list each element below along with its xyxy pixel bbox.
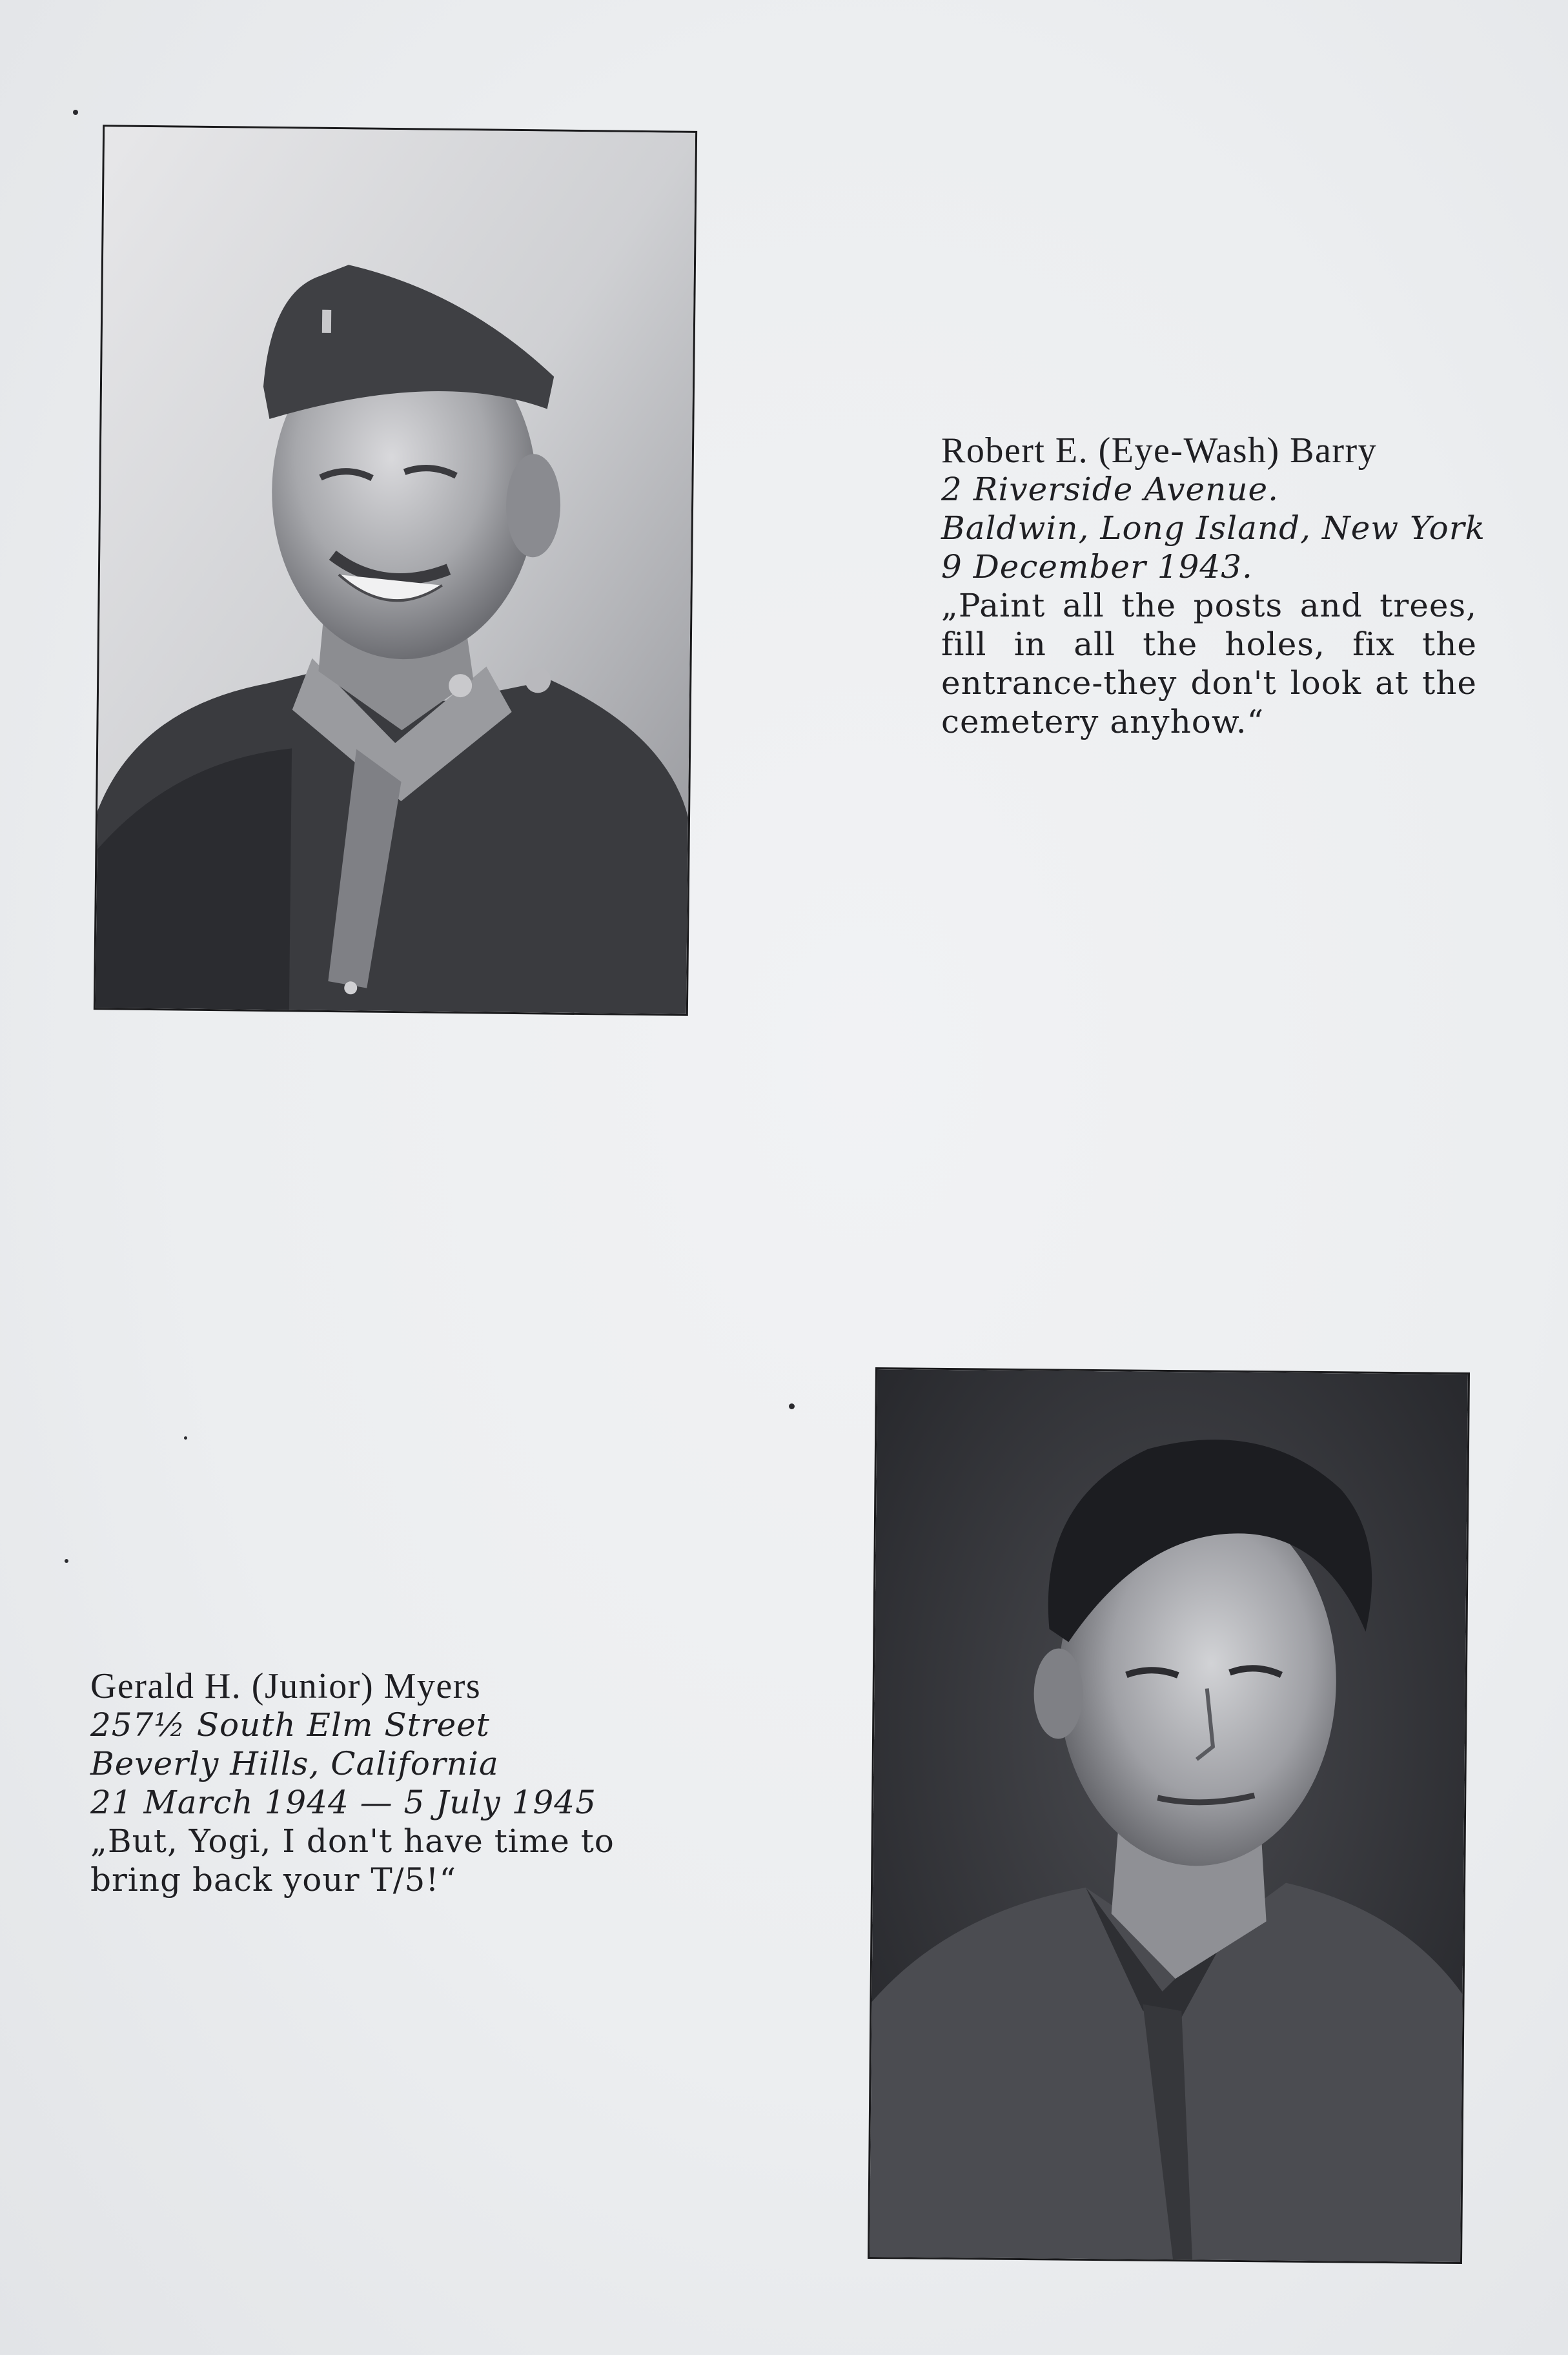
entry-address-line-2: Beverly Hills, California xyxy=(90,1745,499,1782)
caption-barry xyxy=(941,431,1485,741)
portrait-photo-barry xyxy=(94,125,697,1016)
portrait-myers-image xyxy=(870,1369,1468,2262)
entry-dates: 9 December 1943. xyxy=(941,548,1253,586)
entry-address-line-2: Baldwin, Long Island, New York xyxy=(941,509,1485,547)
portrait-barry-image xyxy=(96,127,695,1014)
entry-quote: „Paint all the posts and trees, fill in all the holes, fix the entrance-they don't look at the cemetery anyhow.“ xyxy=(941,587,1477,740)
print-speck xyxy=(789,1403,795,1409)
print-speck xyxy=(65,1559,68,1563)
print-speck xyxy=(184,1436,187,1440)
entry-quote: „But, Yogi, I don't have time to bring back your T/5!“ xyxy=(90,1822,615,1899)
entry-address-line-1: 257½ South Elm Street xyxy=(90,1706,490,1744)
print-speck xyxy=(73,110,78,115)
entry-name: Gerald H. (Junior) Myers xyxy=(90,1666,482,1706)
entry-dates: 21 March 1944 — 5 July 1945 xyxy=(90,1784,596,1821)
entry-name: Robert E. (Eye-Wash) Barry xyxy=(941,431,1378,471)
entry-address-line-1: 2 Riverside Avenue. xyxy=(941,471,1279,508)
caption-myers xyxy=(90,1667,626,1899)
portrait-photo-myers xyxy=(868,1367,1470,2264)
